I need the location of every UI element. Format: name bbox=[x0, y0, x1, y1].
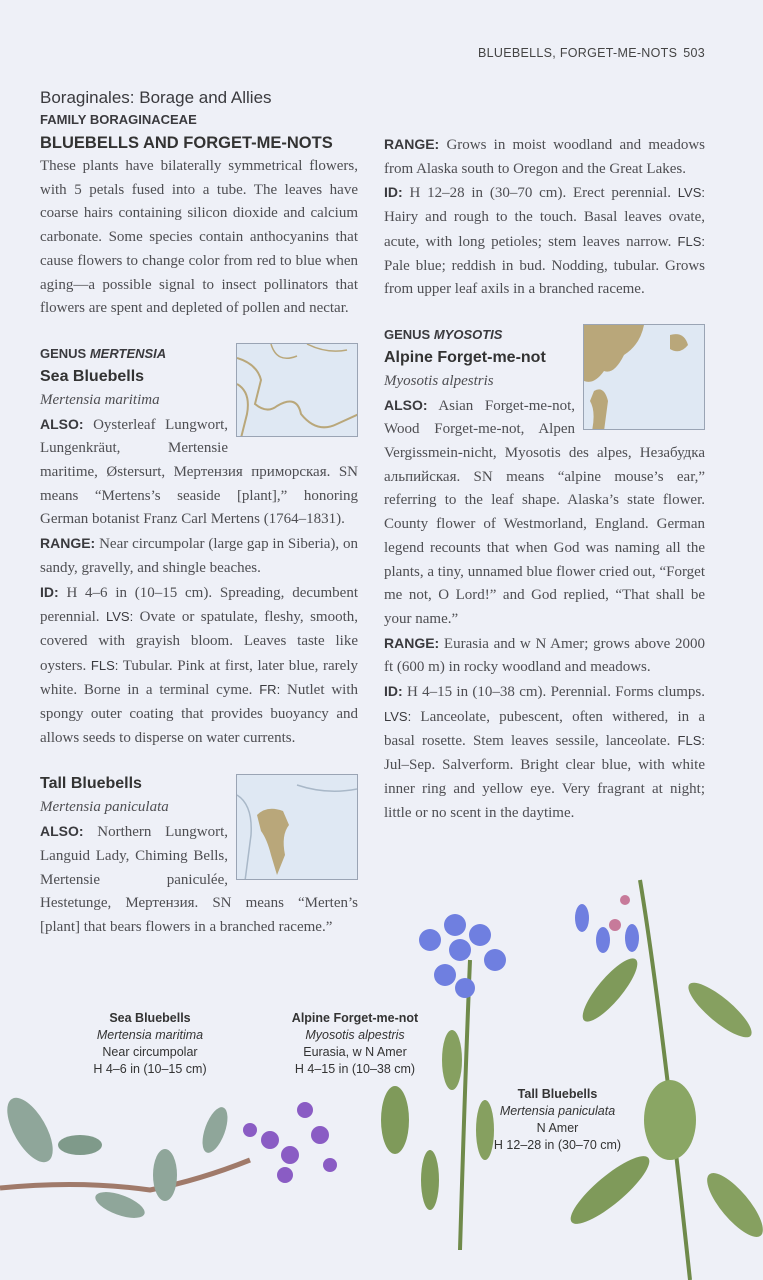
also-names: ALSO: Asian Forget-me-not, Wood Forget-me-not, Alpen Vergissmein-nicht, Myosotis des alpes, Незабудка альпийская. SN means “alpine mouse’s ear,” referring to the leaf shape. Alaska’s state flower. County flower of Westmorland, England. German legend recounts that when God was naming all the plants, a tiny, unnamed blue flower cried out, “Forget me not, O Lord!” and God replied, “That shall be your name.” bbox=[384, 396, 705, 627]
scientific-name: Myosotis alpestris bbox=[384, 372, 494, 389]
id-text: ID: H 4–6 in (10–15 cm). Spreading, decumbent perennial. LVS: Ovate or spatulate, fleshy, smooth, covered with grayish bloom. Leaves taste like oysters. FLS: Tubular. Pink at first, later blue, rarely white. Borne in a terminal cyme. FR: Nutlet with spongy outer coating that provides buoyancy and allows seeds to disperse on water currents. bbox=[40, 583, 359, 746]
range-text: RANGE: Near circumpolar (large gap in Siberia), on sandy, gravelly, and shingle beaches. bbox=[40, 535, 358, 576]
range-text: RANGE: Eurasia and w N Amer; grows above 2000 ft (600 m) in rocky woodland and meadows. bbox=[384, 634, 705, 676]
also-names: ALSO: Northern Lungwort, Languid Lady, Chiming Bells, Mertensie paniculée, Hestetunge, Мертензия. SN means “Merten’s [plant] that bears flowers in a branched raceme.” bbox=[40, 823, 358, 935]
order-title: Boraginales: Borage and Allies bbox=[40, 88, 272, 107]
genus-heading: GENUS MYOSOTIS bbox=[384, 326, 503, 342]
scientific-name: Mertensia paniculata bbox=[40, 799, 169, 816]
species-name: Sea Bluebells bbox=[40, 367, 145, 385]
caption-alpine-forget-me-not: Alpine Forget-me-not Myosotis alpestris Eurasia, w N Amer H 4–15 in (10–38 cm) bbox=[291, 1011, 419, 1076]
caption-tall-bluebells: Tall Bluebells Mertensia paniculata N Amer H 12–28 in (30–70 cm) bbox=[493, 1087, 622, 1152]
family-heading: BLUEBELLS AND FORGET-ME-NOTS bbox=[40, 134, 333, 152]
also-names: ALSO: Oysterleaf Lungwort, Lungenkräut, Mertensie maritime, Østersurt, Мертензия приморская. SN means “Mertens’s seaside [plant],” honoring German botanist Franz Carl Mertens (1764–1831). bbox=[40, 415, 358, 528]
id-text: ID: H 4–15 in (10–38 cm). Perennial. Forms clumps. LVS: Lanceolate, pubescent, often withered, in a basal rosette. Stem leaves sessile, lanceolate. FLS: Jul–Sep. Salverform. Bright clear blue, with white inner ring and yellow eye. Very fragrant at night; little or no scent in the daytime. bbox=[384, 683, 706, 821]
species-name: Tall Bluebells bbox=[40, 775, 142, 793]
running-title: BLUEBELLS, FORGET-ME-NOTS bbox=[478, 46, 678, 60]
tall-bluebells-illustration bbox=[563, 880, 763, 1280]
family-title: FAMILY BORAGINACEAE bbox=[40, 112, 197, 127]
caption-sea-bluebells: Sea Bluebells Mertensia maritima Near circumpolar H 4–6 in (10–15 cm) bbox=[93, 1011, 207, 1076]
page-number: 503 bbox=[683, 46, 705, 60]
range-text: RANGE: Grows in moist woodland and meadows from Alaska south to Oregon and the Great Lakes. bbox=[384, 136, 705, 177]
intro-text: These plants have bilaterally symmetrical flowers, with 5 petals fused into a tube. The leaves have coarse hairs containing silicon dioxide and calcium carbonate. Some species contain anthocyanins that cause flowers to change color from red to blue when aging—a possible signal to insect pollinators that flowers are spent and depleted of pollen and nectar. bbox=[40, 158, 358, 317]
scientific-name: Mertensia maritima bbox=[40, 391, 160, 408]
genus-heading: GENUS MERTENSIA bbox=[40, 345, 167, 361]
species-name: Alpine Forget-me-not bbox=[384, 348, 546, 366]
alpine-forget-me-not-illustration bbox=[381, 914, 506, 1250]
sea-bluebells-illustration bbox=[0, 1091, 337, 1223]
id-text: ID: H 12–28 in (30–70 cm). Erect perennial. LVS: Hairy and rough to the touch. Basal leaves ovate, acute, with long petioles; stem leaves narrow. FLS: Pale blue; reddish in bud. Nodding, tubular. Grows from upper leaf axils in a branched raceme. bbox=[384, 184, 706, 298]
